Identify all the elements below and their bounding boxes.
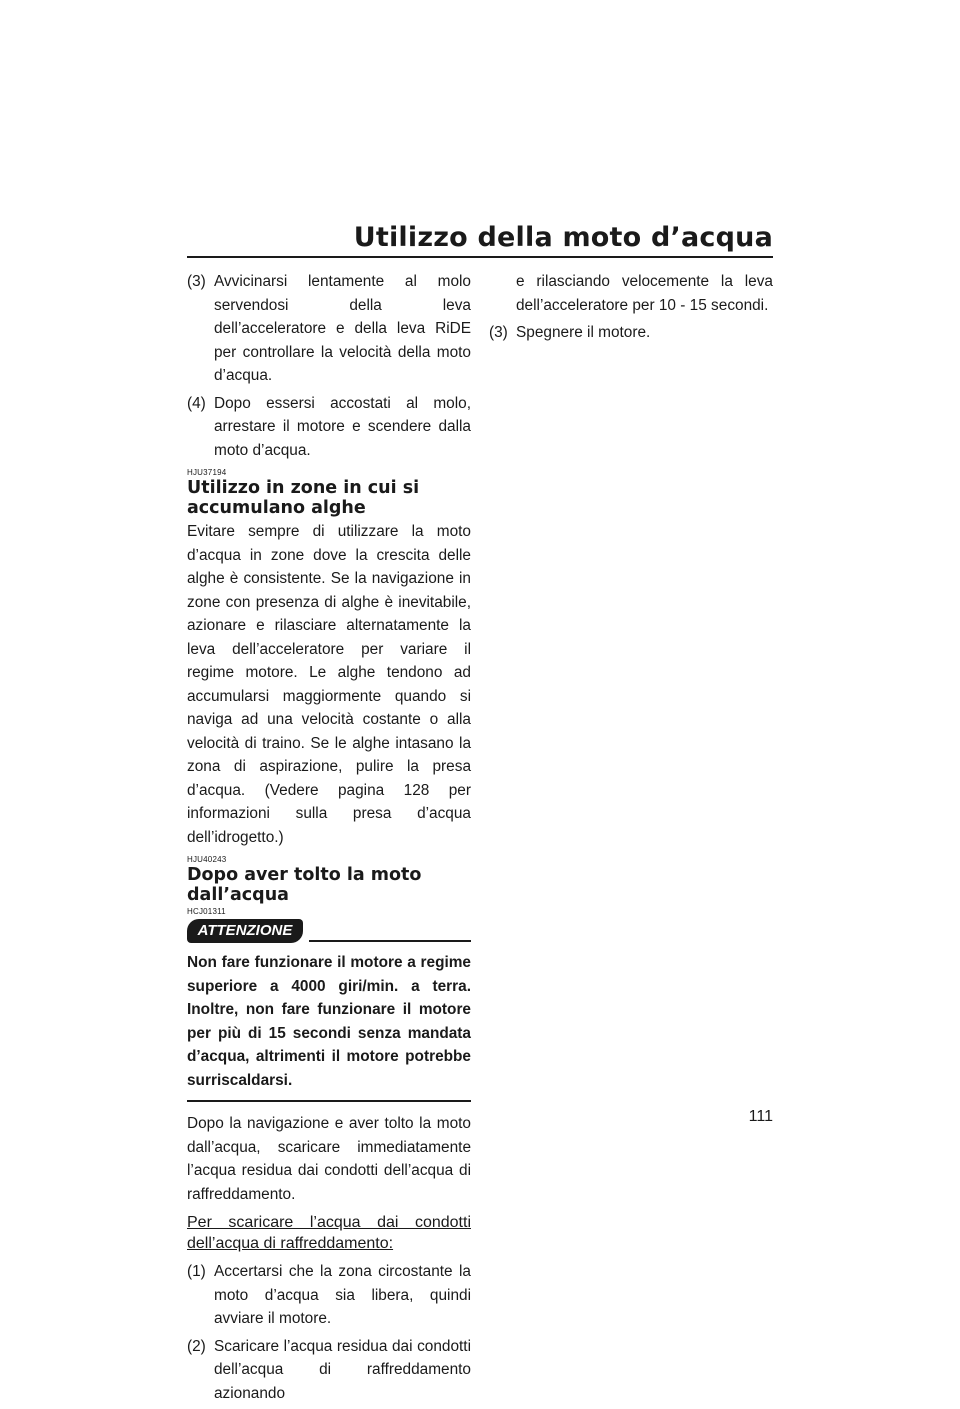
page-number: 111 [748,1108,773,1125]
procedure-subheading: Per scaricare l’acqua dai condotti dell’acqua di raffreddamento: [187,1214,471,1252]
section-body: Evitare sempre di utilizzare la moto d’acqua in zone dove la crescita delle alghe è consistente. Se la navigazione in zone con presenza di alghe è inevitabile, azionare e rilasciare alternatamente la leva dell’acceleratore per variare il regime motore. Le alghe tendono ad accumularsi maggiormente quando si naviga ad una velocità costante o alla velocità di traino. Se le alghe intasano la zona di aspirazione, pulire la presa d’acqua. (Vedere pagina 128 per informazioni sulla presa d’acqua dell’idrogetto.) [187,523,471,846]
left-column [187,270,471,1409]
step-number: (3) [489,324,508,341]
caution-code: HCJ01311 [187,907,226,916]
caution-label: ATTENZIONE [187,919,303,943]
step-text: Scaricare l’acqua residua dai condotti dell’acqua di raffreddamento azionando [214,1337,471,1402]
step-number: (3) [187,273,206,290]
list-item [187,392,471,463]
step-text: Accertarsi che la zona circostante la moto d’acqua sia libera, quindi avviare il motore. [214,1263,471,1327]
caution-bottom-rule [187,1100,471,1102]
section-body: Dopo la navigazione e aver tolto la moto dall’acqua, scaricare immediatamente l’acqua residua dai condotti dell’acqua di raffreddamento. [187,1115,471,1203]
list-item [187,1335,471,1406]
section-heading: Utilizzo in zone in cui si accumulano alghe [187,478,420,518]
caution-rule [309,940,471,942]
list-item [489,321,773,345]
step-number: (4) [187,394,206,412]
list-item-continuation [489,270,773,317]
step-text: Avvicinarsi lentamente al molo servendosi della leva dell’acceleratore e della leva RiDE per controllare la velocità della moto d’acqua. [214,273,471,384]
step-number: (1) [187,1263,206,1280]
caution-text: Non fare funzionare il motore a regime superiore a 4000 giri/min. a terra. Inoltre, non fare funzionare il motore per più di 15 secondi senza mandata d’acqua, altrimenti il motore potrebbe surriscaldarsi. [187,954,471,1089]
list-item [187,1260,471,1331]
section-code: HJU40243 [187,855,227,864]
step-text: e rilasciando velocemente la leva dell’acceleratore per 10 - 15 secondi. [516,273,773,314]
step-text: Dopo essersi accostati al molo, arrestare il motore e scendere dalla moto d’acqua. [214,394,471,459]
section-code: HJU37194 [187,468,227,477]
section-heading: Dopo aver tolto la moto dall’acqua [187,865,422,905]
page-title: Utilizzo della moto d’acqua [353,222,773,253]
step-number: (2) [187,1337,206,1355]
step-text: Spegnere il motore. [516,324,651,341]
caution-banner [187,919,471,945]
list-item [187,270,471,388]
header-rule [187,256,773,258]
right-column [489,270,773,349]
